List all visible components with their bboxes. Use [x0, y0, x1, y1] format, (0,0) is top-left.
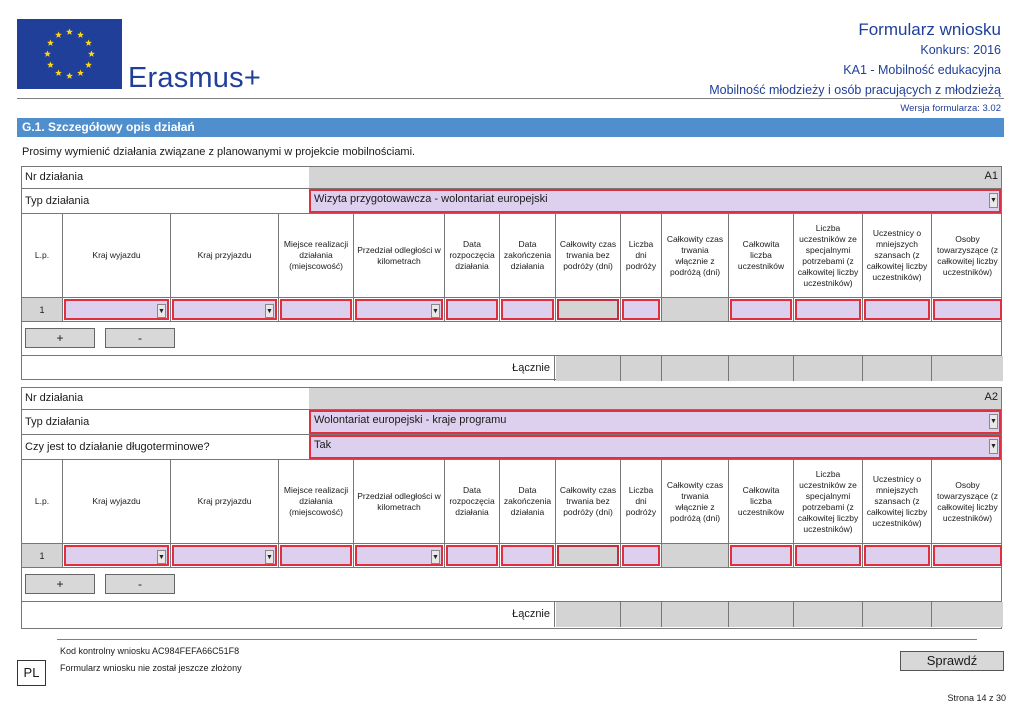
- column-header: Całkowity czas trwania włącznie z podróżą (dni): [662, 214, 729, 297]
- instruction-text: Prosimy wymienić działania związane z planowanymi w projekcie mobilnościami.: [22, 146, 416, 158]
- check-button[interactable]: Sprawdź: [900, 651, 1004, 671]
- input-cell[interactable]: [63, 298, 171, 321]
- text-field[interactable]: [501, 299, 554, 320]
- column-header: Liczba uczestników ze specjalnymi potrzebami (z całkowitej liczby uczestników): [794, 460, 863, 543]
- add-row-button[interactable]: +: [25, 574, 95, 594]
- computed-cell: [662, 544, 729, 567]
- text-field[interactable]: [622, 545, 660, 566]
- form-version: Wersja formularza: 3.02: [900, 103, 1001, 114]
- column-header: Liczba uczestników ze specjalnymi potrzebami (z całkowitej liczby uczestników): [794, 214, 863, 297]
- row-buttons: [22, 322, 1001, 356]
- chevron-down-icon[interactable]: ▼: [431, 550, 440, 564]
- total-cell: [556, 602, 621, 627]
- input-cell[interactable]: [500, 544, 556, 567]
- action-type-label: Typ działania: [25, 416, 90, 428]
- text-field[interactable]: [730, 545, 792, 566]
- chevron-down-icon[interactable]: ▼: [989, 193, 998, 208]
- header-divider: [17, 98, 1004, 99]
- total-label: Łącznie: [22, 356, 555, 381]
- table-row: [22, 544, 1001, 568]
- column-header: Kraj przyjazdu: [171, 460, 279, 543]
- total-cell: [556, 356, 621, 381]
- brand-title: Erasmus+: [128, 62, 261, 94]
- chevron-down-icon[interactable]: ▼: [265, 550, 274, 564]
- input-cell[interactable]: [171, 298, 279, 321]
- total-cell: [621, 356, 662, 381]
- program-label: Mobilność młodzieży i osób pracujących z młodzieżą: [709, 83, 1001, 97]
- action-code: A2: [984, 391, 998, 403]
- input-cell[interactable]: [863, 544, 932, 567]
- select-field[interactable]: [172, 545, 277, 566]
- form-title: Formularz wniosku: [858, 20, 1001, 39]
- action-number-row: [22, 167, 1001, 189]
- text-field[interactable]: [864, 299, 930, 320]
- select-field[interactable]: [172, 299, 277, 320]
- text-field[interactable]: [622, 299, 660, 320]
- chevron-down-icon[interactable]: ▼: [989, 439, 998, 454]
- row-buttons: [22, 568, 1001, 602]
- input-cell[interactable]: [729, 298, 794, 321]
- select-field[interactable]: [355, 299, 443, 320]
- input-cell[interactable]: [354, 544, 445, 567]
- total-label: Łącznie: [22, 602, 555, 627]
- footer-divider: [57, 639, 977, 640]
- column-header: Miejsce realizacji działania (miejscowość): [279, 214, 354, 297]
- table-header: [22, 460, 1001, 544]
- long-term-label: Czy jest to działanie długoterminowe?: [25, 441, 210, 453]
- computed-cell: [662, 298, 729, 321]
- input-cell[interactable]: [863, 298, 932, 321]
- action-number-label: Nr działania: [25, 171, 84, 183]
- row-number: 1: [22, 544, 62, 567]
- total-cell: [932, 602, 1003, 627]
- input-cell[interactable]: [279, 298, 354, 321]
- column-header: Data zakończenia działania: [500, 214, 556, 297]
- page-number: Strona 14 z 30: [947, 693, 1006, 703]
- chevron-down-icon[interactable]: ▼: [431, 304, 440, 318]
- text-field[interactable]: [933, 545, 1002, 566]
- column-header: L.p.: [22, 460, 63, 543]
- action-type-value: Wolontariat europejski - kraje programu: [314, 414, 507, 426]
- column-header: Całkowity czas trwania bez podróży (dni): [556, 214, 621, 297]
- total-cell: [794, 602, 863, 627]
- text-field[interactable]: [446, 299, 498, 320]
- select-field[interactable]: [64, 299, 169, 320]
- text-field[interactable]: [446, 545, 498, 566]
- input-cell[interactable]: [354, 298, 445, 321]
- long-term-row: [22, 435, 1001, 460]
- total-cell: [794, 356, 863, 381]
- input-cell[interactable]: [932, 544, 1003, 567]
- action-type-row: [22, 410, 1001, 435]
- section-title: G.1. Szczegółowy opis działań: [17, 118, 1004, 137]
- column-header: Miejsce realizacji działania (miejscowość): [279, 460, 354, 543]
- text-field[interactable]: [557, 545, 619, 566]
- activity-block-a1: [21, 166, 1002, 380]
- input-cell[interactable]: [279, 544, 354, 567]
- long-term-value: Tak: [314, 439, 332, 451]
- input-cell[interactable]: [500, 298, 556, 321]
- row-number: 1: [22, 298, 62, 321]
- column-header: Kraj wyjazdu: [63, 460, 171, 543]
- text-field[interactable]: [933, 299, 1002, 320]
- action-type-label: Typ działania: [25, 195, 90, 207]
- text-field[interactable]: [730, 299, 792, 320]
- input-cell[interactable]: [171, 544, 279, 567]
- input-cell[interactable]: [556, 298, 621, 321]
- total-cell: [729, 356, 794, 381]
- column-header: Uczestnicy o mniejszych szansach (z całkowitej liczby uczestników): [863, 460, 932, 543]
- form-header: [709, 20, 1001, 100]
- action-number-row: [22, 388, 1001, 410]
- total-cell: [621, 602, 662, 627]
- column-header: Data zakończenia działania: [500, 460, 556, 543]
- submission-status: Formularz wniosku nie został jeszcze złożony: [60, 663, 242, 673]
- input-cell[interactable]: [794, 544, 863, 567]
- column-header: Całkowita liczba uczestników: [729, 460, 794, 543]
- column-header: Przedział odległości w kilometrach: [354, 214, 445, 297]
- text-field[interactable]: [280, 545, 352, 566]
- input-cell[interactable]: [621, 298, 662, 321]
- activity-block-a2: [21, 387, 1002, 629]
- column-header: Całkowity czas trwania włącznie z podróżą (dni): [662, 460, 729, 543]
- control-code: Kod kontrolny wniosku AC984FEFA66C51F8: [60, 646, 240, 656]
- text-field[interactable]: [795, 299, 861, 320]
- action-number-label: Nr działania: [25, 392, 84, 404]
- input-cell[interactable]: [621, 544, 662, 567]
- total-cell: [863, 356, 932, 381]
- totals-row: [22, 602, 1001, 627]
- action-type-value: Wizyta przygotowawcza - wolontariat europejski: [314, 193, 548, 205]
- row-number-cell: [22, 298, 63, 321]
- remove-row-button[interactable]: -: [105, 328, 175, 348]
- column-header: Całkowity czas trwania bez podróży (dni): [556, 460, 621, 543]
- input-cell[interactable]: [63, 544, 171, 567]
- column-header: L.p.: [22, 214, 63, 297]
- chevron-down-icon[interactable]: ▼: [989, 414, 998, 429]
- remove-row-button[interactable]: -: [105, 574, 175, 594]
- column-header: Uczestnicy o mniejszych szansach (z całkowitej liczby uczestników): [863, 214, 932, 297]
- column-header: Data rozpoczęcia działania: [445, 214, 500, 297]
- action-code: A1: [984, 170, 998, 182]
- input-cell[interactable]: [445, 298, 500, 321]
- input-cell[interactable]: [932, 298, 1003, 321]
- select-field[interactable]: [355, 545, 443, 566]
- column-header: Osoby towarzyszące (z całkowitej liczby uczestników): [937, 233, 998, 277]
- input-cell[interactable]: [794, 298, 863, 321]
- row-number-cell: [22, 544, 63, 567]
- text-field[interactable]: [280, 299, 352, 320]
- column-header: Całkowita liczba uczestników: [729, 214, 794, 297]
- table-header: [22, 214, 1001, 298]
- total-cell: [932, 356, 1003, 381]
- text-field[interactable]: [795, 545, 861, 566]
- column-header: Data rozpoczęcia działania: [445, 460, 500, 543]
- contest-label: Konkurs: 2016: [920, 43, 1001, 57]
- chevron-down-icon[interactable]: ▼: [157, 550, 166, 564]
- column-header: Osoby towarzyszące (z całkowitej liczby uczestników): [937, 479, 998, 523]
- column-header: Liczba dni podróży: [621, 214, 662, 297]
- text-field[interactable]: [557, 299, 619, 320]
- action-type-row: [22, 189, 1001, 214]
- column-header: Kraj przyjazdu: [171, 214, 279, 297]
- text-field[interactable]: [501, 545, 554, 566]
- column-header: Przedział odległości w kilometrach: [354, 460, 445, 543]
- action-label: KA1 - Mobilność edukacyjna: [843, 63, 1001, 77]
- totals-row: [22, 356, 1001, 381]
- input-cell[interactable]: [445, 544, 500, 567]
- eu-flag-icon: [17, 19, 122, 89]
- column-header: Liczba dni podróży: [621, 460, 662, 543]
- long-term-select[interactable]: [309, 435, 1001, 459]
- total-cell: [662, 602, 729, 627]
- table-row: [22, 298, 1001, 322]
- column-header: Kraj wyjazdu: [63, 214, 171, 297]
- total-cell: [863, 602, 932, 627]
- input-cell[interactable]: [729, 544, 794, 567]
- chevron-down-icon[interactable]: ▼: [157, 304, 166, 318]
- text-field[interactable]: [864, 545, 930, 566]
- language-badge: PL: [17, 660, 46, 686]
- action-type-select[interactable]: [309, 189, 1001, 213]
- select-field[interactable]: [64, 545, 169, 566]
- input-cell[interactable]: [556, 544, 621, 567]
- chevron-down-icon[interactable]: ▼: [265, 304, 274, 318]
- total-cell: [729, 602, 794, 627]
- total-cell: [662, 356, 729, 381]
- add-row-button[interactable]: +: [25, 328, 95, 348]
- action-type-select[interactable]: [309, 410, 1001, 434]
